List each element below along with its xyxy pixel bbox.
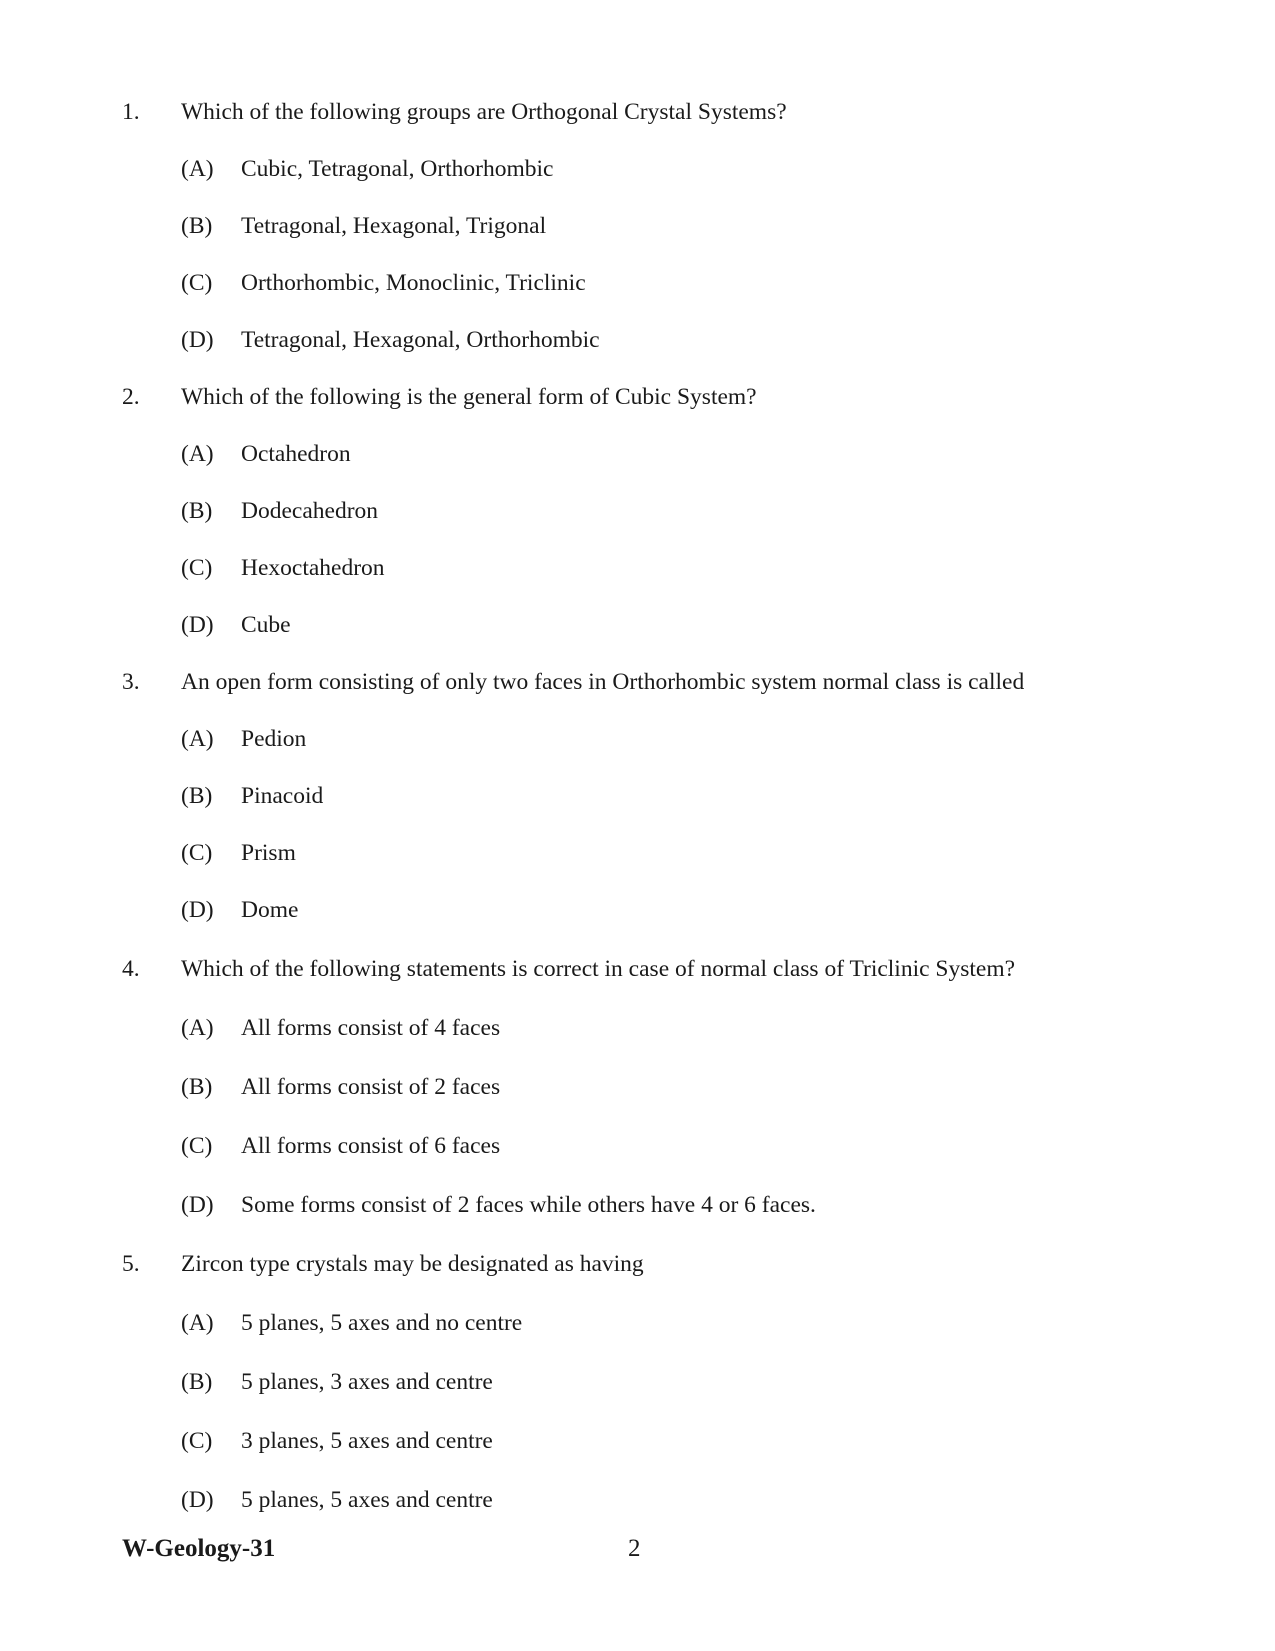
question-text: Which of the following groups are Orthogonal Crystal Systems? — [181, 99, 787, 125]
option-text: Cube — [241, 612, 291, 638]
option-text: Tetragonal, Hexagonal, Trigonal — [241, 213, 547, 239]
option-text: Dome — [241, 897, 299, 923]
question-number: 4. — [122, 956, 140, 982]
option-text: Pinacoid — [241, 783, 324, 809]
option-label: (B) — [181, 498, 213, 524]
option-text: 5 planes, 5 axes and centre — [241, 1487, 493, 1513]
option-text: Dodecahedron — [241, 498, 379, 524]
option-label: (D) — [181, 327, 214, 353]
option-text: Tetragonal, Hexagonal, Orthorhombic — [241, 327, 600, 353]
option-text: 5 planes, 3 axes and centre — [241, 1369, 493, 1395]
option-label: (A) — [181, 156, 214, 182]
option-text: All forms consist of 4 faces — [241, 1015, 501, 1041]
option-label: (B) — [181, 1369, 213, 1395]
option-label: (A) — [181, 441, 214, 467]
option-text: Pedion — [241, 726, 307, 752]
option-label: (D) — [181, 897, 214, 923]
option-text: Some forms consist of 2 faces while others have 4 or 6 faces. — [241, 1192, 816, 1218]
option-label: (C) — [181, 555, 213, 581]
option-label: (C) — [181, 270, 213, 296]
paper-code: W-Geology-31 — [122, 1535, 276, 1562]
page-number: 2 — [628, 1535, 641, 1562]
option-label: (A) — [181, 726, 214, 752]
option-text: 3 planes, 5 axes and centre — [241, 1428, 493, 1454]
question-number: 5. — [122, 1251, 140, 1277]
question-text: An open form consisting of only two faces in Orthorhombic system normal class is called — [181, 669, 1025, 695]
question-number: 3. — [122, 669, 140, 695]
option-text: Hexoctahedron — [241, 555, 385, 581]
option-label: (C) — [181, 840, 213, 866]
option-text: Octahedron — [241, 441, 351, 467]
question-text: Zircon type crystals may be designated as having — [181, 1251, 644, 1277]
option-label: (A) — [181, 1310, 214, 1336]
option-text: Orthorhombic, Monoclinic, Triclinic — [241, 270, 586, 296]
option-label: (B) — [181, 1074, 213, 1100]
question-text: Which of the following is the general form of Cubic System? — [181, 384, 757, 410]
option-text: 5 planes, 5 axes and no centre — [241, 1310, 523, 1336]
option-label: (B) — [181, 783, 213, 809]
option-text: All forms consist of 6 faces — [241, 1133, 501, 1159]
option-text: Cubic, Tetragonal, Orthorhombic — [241, 156, 554, 182]
question-text: Which of the following statements is correct in case of normal class of Triclinic System? — [181, 956, 1016, 982]
option-text: All forms consist of 2 faces — [241, 1074, 501, 1100]
option-label: (D) — [181, 1192, 214, 1218]
option-label: (C) — [181, 1428, 213, 1454]
option-label: (B) — [181, 213, 213, 239]
option-label: (D) — [181, 612, 214, 638]
option-text: Prism — [241, 840, 296, 866]
option-label: (C) — [181, 1133, 213, 1159]
option-label: (A) — [181, 1015, 214, 1041]
question-number: 2. — [122, 384, 140, 410]
question-number: 1. — [122, 99, 140, 125]
option-label: (D) — [181, 1487, 214, 1513]
